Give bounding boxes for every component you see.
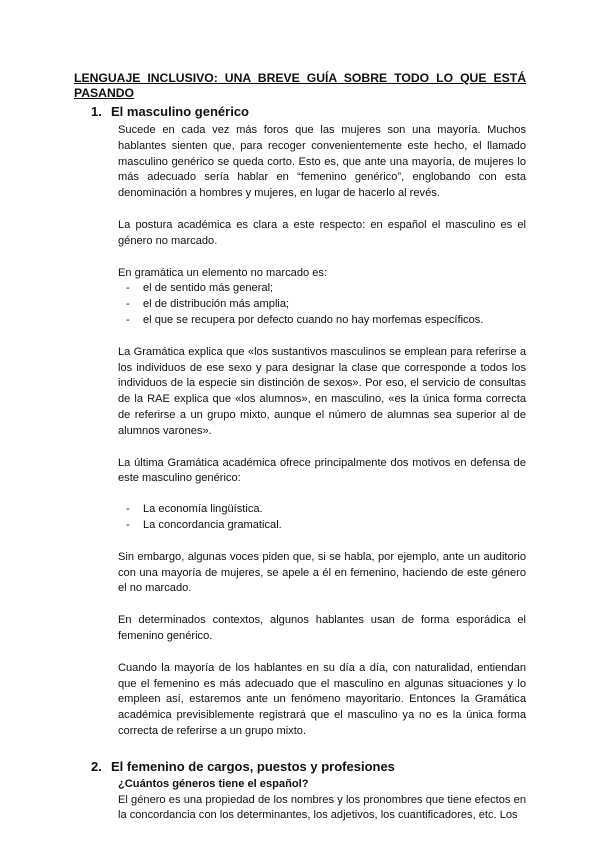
list-item-text: el que se recupera por defecto cuando no hay morfemas específicos. (143, 313, 484, 326)
subsection-heading: ¿Cuántos géneros tiene el español? (118, 777, 309, 790)
paragraph: En gramática un elemento no marcado es: (118, 266, 328, 279)
document-page (74, 71, 526, 824)
paragraph: El género es una propiedad de los nombres y los pronombres que tiene efectos en la concordancia con los determinantes, los adjetivos, los cuantificadores, etc. Los (118, 793, 526, 822)
list-item-text: el de sentido más general; (143, 282, 274, 295)
dash-bullet: - (126, 313, 130, 326)
paragraph: Sin embargo, algunas voces piden que, si se habla, por ejemplo, ante un auditorio con una mayoría de mujeres, se apele a él en femenino, haciendo de este género el no marcado. (118, 550, 526, 595)
section-title: El masculino genérico (111, 104, 249, 119)
document-title: LENGUAJE INCLUSIVO: UNA BREVE GUÍA SOBRE TODO LO QUE ESTÁ PASANDO (74, 71, 526, 100)
list-item (118, 297, 526, 313)
paragraph: Sucede en cada vez más foros que las mujeres son una mayoría. Muchos hablantes sienten que, para recoger convenientemente este hecho, el llamado masculino genérico se queda corto. Esto es, que ante una mayoría, de mujeres lo más adecuado sería hablar en “femenino genérico”, englobando con esta denominación a hombres y mujeres, en lugar de hacerlo al revés. (118, 124, 526, 200)
paragraph: En determinados contextos, algunos hablantes usan de forma esporádica el femenino genérico. (118, 614, 526, 642)
section-heading-femenino-cargos (91, 759, 526, 775)
list-item (118, 281, 526, 297)
dash-bullet: - (126, 503, 130, 516)
section-title: El femenino de cargos, puestos y profesiones (111, 758, 395, 774)
dash-bullet: - (126, 298, 130, 311)
paragraph: La postura académica es clara a este respecto: en español el masculino es el género no marcado. (118, 218, 526, 247)
list-item (118, 313, 526, 329)
paragraph: Cuando la mayoría de los hablantes en su día a día, con naturalidad, entiendan que el femenino es más adecuado que el masculino en algunas situaciones y lo empleen así, estaremos ante un fenómeno mayoritario. Entonces la Gramática académica previsiblemente registrará que el masculino ya no es la única forma correcta de referirse a un grupo mixto. (118, 661, 526, 737)
section-heading-masculino-generico (91, 104, 526, 120)
paragraph: La Gramática explica que «los sustantivos masculinos se emplean para referirse a los individuos de ese sexo y para designar la clase que corresponde a todos los individuos de la especie sin distinción de sexos». Por eso, el servicio de consultas de la RAE explica que «los alumnos», en masculino, «es la única forma correcta de referirse a un grupo mixto, aunque el número de alumnas sea superior al de alumnos varones». (118, 345, 526, 437)
section-body-masculino-generico (118, 123, 526, 740)
dash-bullet: - (126, 518, 130, 531)
defense-reasons-list (118, 502, 526, 534)
dash-bullet: - (126, 282, 130, 295)
section-body-femenino-cargos (118, 777, 526, 824)
list-item (118, 502, 526, 518)
list-item-text: La concordancia gramatical. (143, 518, 282, 531)
list-item-text: el de distribución más amplia; (143, 298, 290, 311)
list-item (118, 518, 526, 534)
section-number: 1. (91, 104, 102, 119)
section-number: 2. (91, 758, 102, 774)
paragraph: La última Gramática académica ofrece principalmente dos motivos en defensa de este masculino genérico: (118, 456, 526, 485)
unmarked-traits-list (118, 281, 526, 328)
list-item-text: La economía lingüística. (143, 503, 263, 516)
